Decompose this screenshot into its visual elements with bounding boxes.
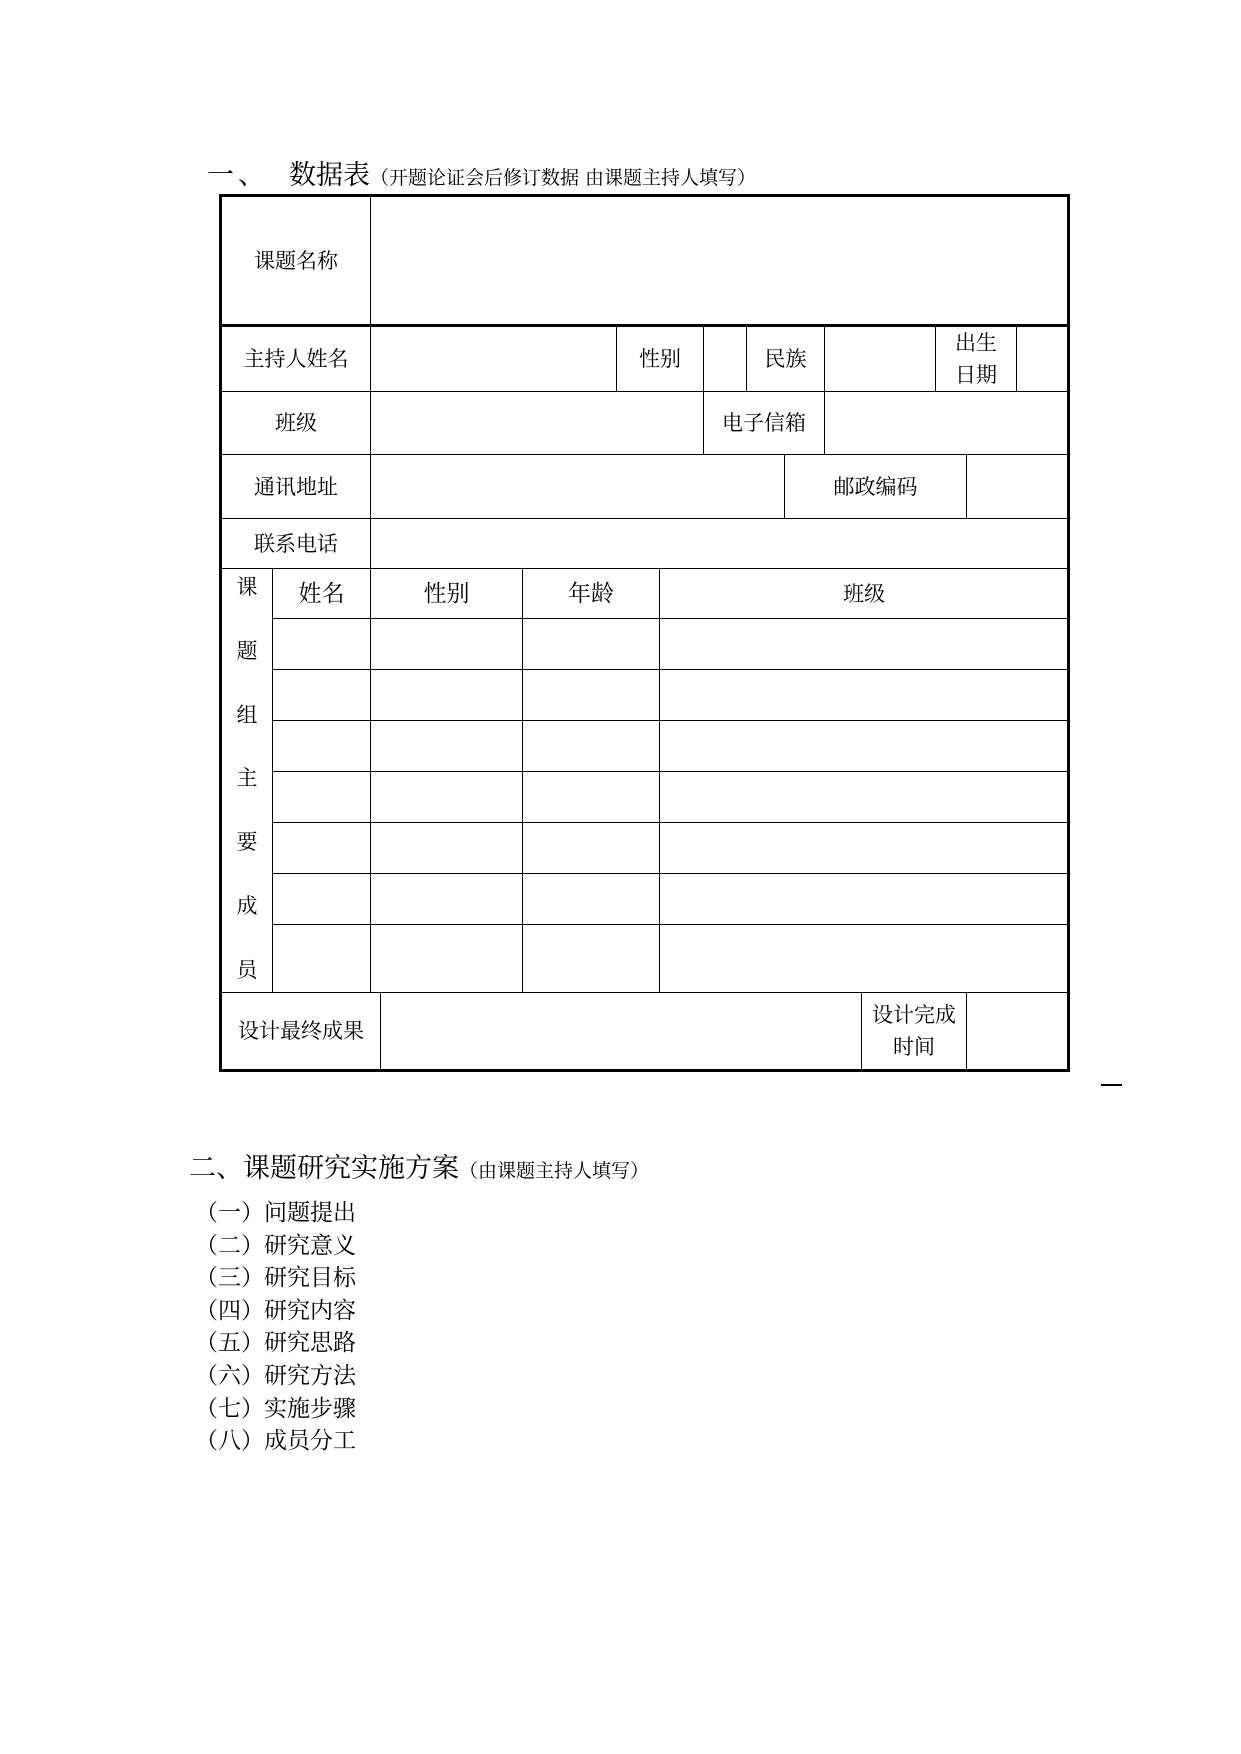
birth-date-label: 出生 日期: [936, 326, 1017, 392]
birth-date-field[interactable]: [1017, 326, 1069, 392]
phone-field[interactable]: [371, 519, 1069, 569]
section-1-heading: [207, 160, 756, 194]
member-name-cell[interactable]: [273, 772, 371, 823]
section-2-note: （由课题主持人填写）: [459, 1160, 650, 1182]
list-item: （三）研究目标: [195, 1265, 356, 1292]
member-gender-cell[interactable]: [371, 670, 523, 721]
list-item: （七）实施步骤: [195, 1395, 356, 1422]
page-separator-dash: [1101, 1084, 1122, 1086]
section-2-heading: [189, 1153, 649, 1187]
host-name-label: 主持人姓名: [221, 326, 371, 392]
member-gender-cell[interactable]: [371, 823, 523, 874]
ethnicity-field[interactable]: [825, 326, 936, 392]
topic-name-field[interactable]: [371, 196, 1069, 326]
member-gender-cell[interactable]: [371, 772, 523, 823]
members-class-header: 班级: [660, 569, 1069, 619]
address-field[interactable]: [371, 455, 785, 519]
postcode-label: 邮政编码: [785, 455, 967, 519]
member-name-cell[interactable]: [273, 670, 371, 721]
member-gender-cell[interactable]: [371, 721, 523, 772]
member-gender-cell[interactable]: [371, 925, 523, 993]
member-row: [221, 823, 1069, 874]
list-item: （四）研究内容: [195, 1297, 356, 1324]
members-gender-header: 性别: [371, 569, 523, 619]
member-gender-cell[interactable]: [371, 619, 523, 670]
member-name-cell[interactable]: [273, 619, 371, 670]
members-age-header: 年龄: [523, 569, 660, 619]
member-class-cell[interactable]: [660, 670, 1069, 721]
member-age-cell[interactable]: [523, 823, 660, 874]
completion-time-field[interactable]: [967, 993, 1069, 1071]
email-label: 电子信箱: [704, 392, 825, 455]
list-item: （六）研究方法: [195, 1362, 356, 1389]
member-class-cell[interactable]: [660, 925, 1069, 993]
member-row: [221, 772, 1069, 823]
class-field[interactable]: [371, 392, 704, 455]
member-age-cell[interactable]: [523, 925, 660, 993]
section-2-title: 二、课题研究实施方案: [189, 1153, 459, 1184]
phone-label: 联系电话: [221, 519, 371, 569]
section-1-note: （开题论证会后修订数据 由课题主持人填写）: [370, 167, 757, 189]
list-item: （二）研究意义: [195, 1232, 356, 1259]
list-item: （五）研究思路: [195, 1330, 356, 1357]
final-result-label: 设计最终成果: [221, 993, 381, 1071]
host-name-field[interactable]: [371, 326, 617, 392]
member-age-cell[interactable]: [523, 670, 660, 721]
member-age-cell[interactable]: [523, 721, 660, 772]
members-label: 课 题 组 主 要 成 员: [221, 569, 273, 993]
member-name-cell[interactable]: [273, 823, 371, 874]
member-row: [221, 619, 1069, 670]
member-class-cell[interactable]: [660, 823, 1069, 874]
topic-name-label: 课题名称: [221, 196, 371, 326]
class-label: 班级: [221, 392, 371, 455]
member-class-cell[interactable]: [660, 772, 1069, 823]
member-age-cell[interactable]: [523, 874, 660, 925]
section-1-title: 数据表: [289, 160, 370, 191]
member-name-cell[interactable]: [273, 874, 371, 925]
completion-time-label: 设计完成 时间: [862, 993, 967, 1071]
member-name-cell[interactable]: [273, 721, 371, 772]
member-class-cell[interactable]: [660, 721, 1069, 772]
member-row: [221, 874, 1069, 925]
data-form-table: [219, 194, 1070, 1072]
member-class-cell[interactable]: [660, 619, 1069, 670]
list-item: （八）成员分工: [195, 1428, 356, 1455]
member-class-cell[interactable]: [660, 874, 1069, 925]
email-field[interactable]: [825, 392, 1069, 455]
member-name-cell[interactable]: [273, 925, 371, 993]
ethnicity-label: 民族: [747, 326, 825, 392]
final-result-field[interactable]: [381, 993, 862, 1071]
members-name-header: 姓名: [273, 569, 371, 619]
gender-label: 性别: [617, 326, 704, 392]
section-2-item-list: [195, 1197, 356, 1458]
postcode-field[interactable]: [967, 455, 1069, 519]
member-row: [221, 721, 1069, 772]
list-item: （一）问题提出: [195, 1200, 356, 1226]
address-label: 通讯地址: [221, 455, 371, 519]
gender-field[interactable]: [704, 326, 747, 392]
section-1-number: 一、: [207, 160, 269, 191]
member-row: [221, 925, 1069, 993]
member-age-cell[interactable]: [523, 772, 660, 823]
member-age-cell[interactable]: [523, 619, 660, 670]
member-gender-cell[interactable]: [371, 874, 523, 925]
member-row: [221, 670, 1069, 721]
